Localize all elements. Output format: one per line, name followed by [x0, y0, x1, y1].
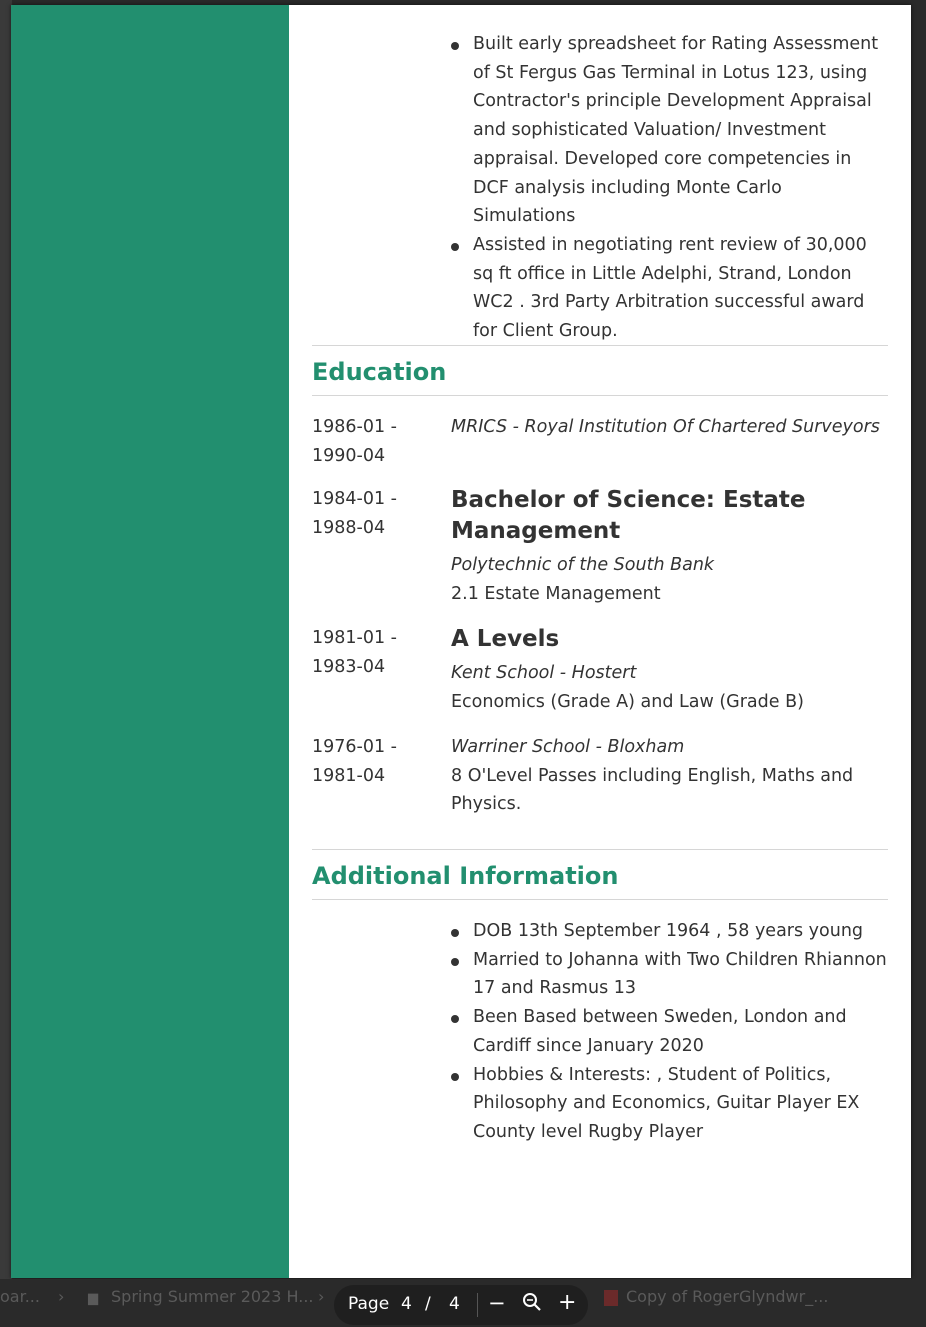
- chevron-right-icon: ›: [58, 1287, 65, 1306]
- list-item: Hobbies & Interests: , Student of Politics, Philosophy and Economics, Guitar Player EX County level Rugby Player: [473, 1061, 893, 1147]
- education-date: 1976-01 - 1981-04: [312, 737, 397, 786]
- list-item: DOB 13th September 1964 , 58 years young: [473, 917, 893, 946]
- page-label: Page: [348, 1294, 390, 1314]
- breadcrumb-item[interactable]: Spring Summer 2023 H...: [111, 1287, 314, 1306]
- institution: Warriner School - Bloxham: [451, 737, 685, 757]
- breadcrumb-item[interactable]: oar...: [0, 1287, 40, 1306]
- page-separator: /: [425, 1294, 431, 1314]
- list-item: Built early spreadsheet for Rating Assessment of St Fergus Gas Terminal in Lotus 123, using Contractor's principle Development Appraisal and sophisticated Valuation/ Investment appraisal. Developed core competencies in DCF analysis including Monte Carlo Simulations: [473, 30, 883, 231]
- degree-title: Bachelor of Science: Estate Management: [451, 487, 806, 544]
- education-detail: [451, 624, 888, 716]
- divider: [477, 1293, 478, 1317]
- education-heading: Education: [312, 358, 447, 386]
- education-date: 1984-01 - 1988-04: [312, 489, 397, 538]
- education-date: 1986-01 - 1990-04: [312, 417, 397, 466]
- education-detail: [451, 485, 888, 608]
- pdf-page: [11, 5, 911, 1278]
- zoom-out-button[interactable]: −: [488, 1291, 506, 1315]
- zoom-in-button[interactable]: +: [558, 1290, 577, 1315]
- degree-title: A Levels: [451, 626, 560, 652]
- pdf-file-icon: [604, 1290, 618, 1306]
- divider: [312, 899, 888, 900]
- education-description: Economics (Grade A) and Law (Grade B): [451, 691, 804, 712]
- breadcrumb-item[interactable]: Copy of RogerGlyndwr_...: [626, 1287, 829, 1306]
- institution: Kent School - Hostert: [451, 663, 637, 683]
- work-experience-bullets: [473, 30, 883, 346]
- institution: MRICS - Royal Institution Of Chartered Surveyors: [451, 417, 880, 437]
- education-description: 8 O'Level Passes including English, Maths and Physics.: [451, 765, 854, 815]
- zoom-icon[interactable]: [522, 1292, 542, 1319]
- resume-sidebar: [11, 5, 289, 1278]
- magnifier-icon: [522, 1292, 542, 1314]
- education-detail: [451, 413, 888, 442]
- education-description: 2.1 Estate Management: [451, 583, 661, 604]
- list-item: Married to Johanna with Two Children Rhiannon 17 and Rasmus 13: [473, 946, 893, 1003]
- education-date: 1981-01 - 1983-04: [312, 628, 397, 677]
- additional-info-heading: Additional Information: [312, 862, 619, 890]
- divider: [312, 849, 888, 850]
- education-detail: [451, 733, 888, 819]
- list-item: Been Based between Sweden, London and Cardiff since January 2020: [473, 1003, 893, 1060]
- total-pages: 4: [449, 1294, 460, 1314]
- folder-icon: ▆: [88, 1291, 98, 1306]
- institution: Polytechnic of the South Bank: [451, 555, 715, 575]
- current-page-input[interactable]: 4: [401, 1294, 412, 1314]
- list-item: Assisted in negotiating rent review of 30,000 sq ft office in Little Adelphi, Strand, London WC2 . 3rd Party Arbitration successful award for Client Group.: [473, 231, 883, 346]
- chevron-right-icon: ›: [318, 1287, 325, 1306]
- divider: [312, 395, 888, 396]
- divider: [312, 345, 888, 346]
- additional-info-list: [473, 917, 893, 1147]
- pdf-page-controls: [334, 1285, 588, 1325]
